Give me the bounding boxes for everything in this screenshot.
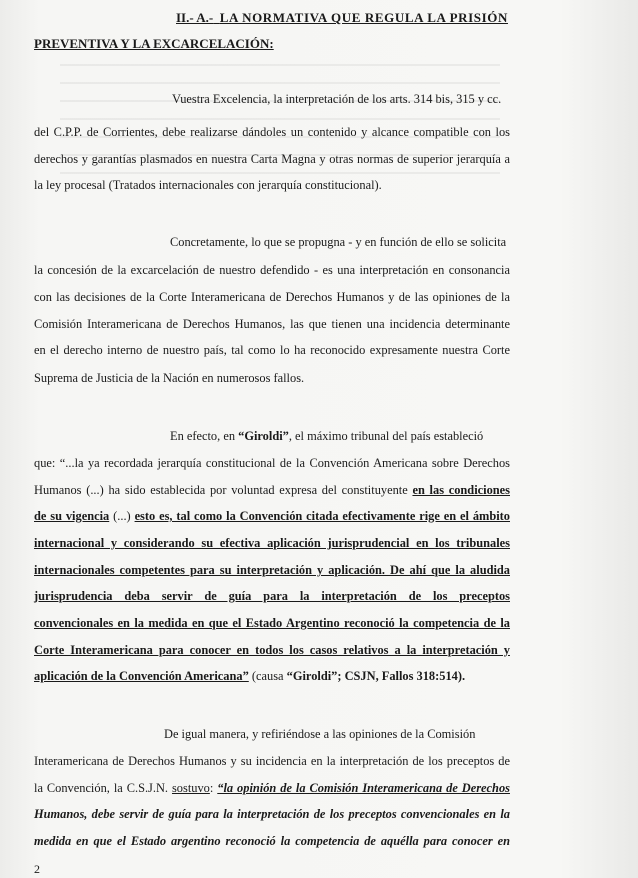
para3-line5: internacional y considerando su efectiva aplicación jurisprudencial en los tribunales <box>34 536 510 550</box>
para3-line9: Corte Interamericana para conocer en todos los casos relativos a la interpretación y <box>34 643 510 657</box>
para3-l1a: En efecto, en <box>170 429 236 443</box>
para4-line1: De igual manera, y refiriéndose a las opiniones de la Comisión <box>164 727 476 741</box>
para3-line3 <box>34 482 510 498</box>
citation-giroldi: “Giroldi”; CSJN, Fallos 318:514). <box>286 669 466 683</box>
para1-line2: del C.P.P. de Corrientes, debe realizarse dándoles un contenido y alcance compatible con los <box>34 125 510 139</box>
para2-line2: la concesión de la excarcelación de nuestro defendido - es una interpretación en consonancia <box>34 263 510 277</box>
para4-line4: Humanos, debe servir de guía para la interpretación de los preceptos convencionales en la <box>34 807 510 821</box>
para3-line4 <box>34 508 510 524</box>
para4-line5: medida en que el Estado argentino reconoció la competencia de aquélla para conocer en <box>34 834 510 848</box>
para2-line6: Suprema de Justicia de la Nación en numerosos fallos. <box>34 371 305 385</box>
para4-l3d: “la opinión de la Comisión Interamericana de Derechos <box>217 781 510 795</box>
para4-line3 <box>34 780 510 796</box>
para3-line2: que: “...la ya recordada jerarquía constitucional de la Convención Americana sobre Derechos <box>34 456 510 470</box>
para3-l4c: esto es, tal como la Convención citada efectivamente rige en el ámbito <box>134 509 510 523</box>
para3-line7: jurisprudencia deba servir de guía para la interpretación de los preceptos <box>34 589 510 603</box>
para3-line10 <box>34 668 465 684</box>
para1-line4: la ley procesal (Tratados internacionales con jerarquía constitucional). <box>34 178 382 192</box>
para3-line6: internacionales competentes para su interpretación y aplicación. De ahí que la aludida <box>34 563 510 577</box>
section-heading-line1 <box>176 10 508 26</box>
para1-line3: derechos y garantías plasmados en nuestra Carta Magna y otras normas de superior jerarquía a <box>34 152 510 166</box>
case-name-giroldi: “Giroldi” <box>238 429 289 443</box>
para4-l3c: : <box>209 781 214 795</box>
para3-l3a: Humanos (...) ha sido establecida por voluntad expresa del constituyente <box>34 483 408 497</box>
section-title-part1: LA NORMATIVA QUE REGULA LA PRISIÓN <box>219 10 508 25</box>
section-prefix: II.- A.- <box>176 10 214 25</box>
para2-line5: en el derecho interno de nuestro país, tal como lo ha reconocido expresamente nuestra Corte <box>34 343 510 357</box>
para3-l4b: (...) <box>113 509 131 523</box>
para3-line1 <box>170 428 483 444</box>
section-heading-line2 <box>34 36 274 52</box>
para3-l3b: en las condiciones <box>412 483 510 497</box>
bleed-through-text <box>60 48 500 188</box>
para3-l10b: (causa <box>251 669 284 683</box>
para3-l10a: aplicación de la Convención Americana” <box>34 669 249 683</box>
para2-line1: Concretamente, lo que se propugna - y en función de ello se solicita <box>170 235 507 249</box>
para3-l1c: , el máximo tribunal del país estableció <box>288 429 484 443</box>
para2-line4: Comisión Interamericana de Derechos Humanos, las que tienen una incidencia determinante <box>34 317 510 331</box>
para1-line1: Vuestra Excelencia, la interpretación de los arts. 314 bis, 315 y cc. <box>172 92 502 106</box>
section-title-part2: PREVENTIVA Y LA EXCARCELACIÓN: <box>34 36 274 51</box>
para3-line8: convencionales en la medida en que el Estado Argentino reconoció la competencia de la <box>34 616 510 630</box>
para4-l3b: sostuvo <box>171 781 210 795</box>
para4-line2: Interamericana de Derechos Humanos y su incidencia en la interpretación de los preceptos de <box>34 754 510 768</box>
para4-l3a: la Convención, la C.S.J.N. <box>34 781 169 795</box>
para2-line3: con las decisiones de la Corte Interamericana de Derechos Humanos y de las opiniones de la <box>34 290 510 304</box>
para3-l4a: de su vigencia <box>34 509 110 523</box>
page-number: 2 <box>34 862 40 876</box>
